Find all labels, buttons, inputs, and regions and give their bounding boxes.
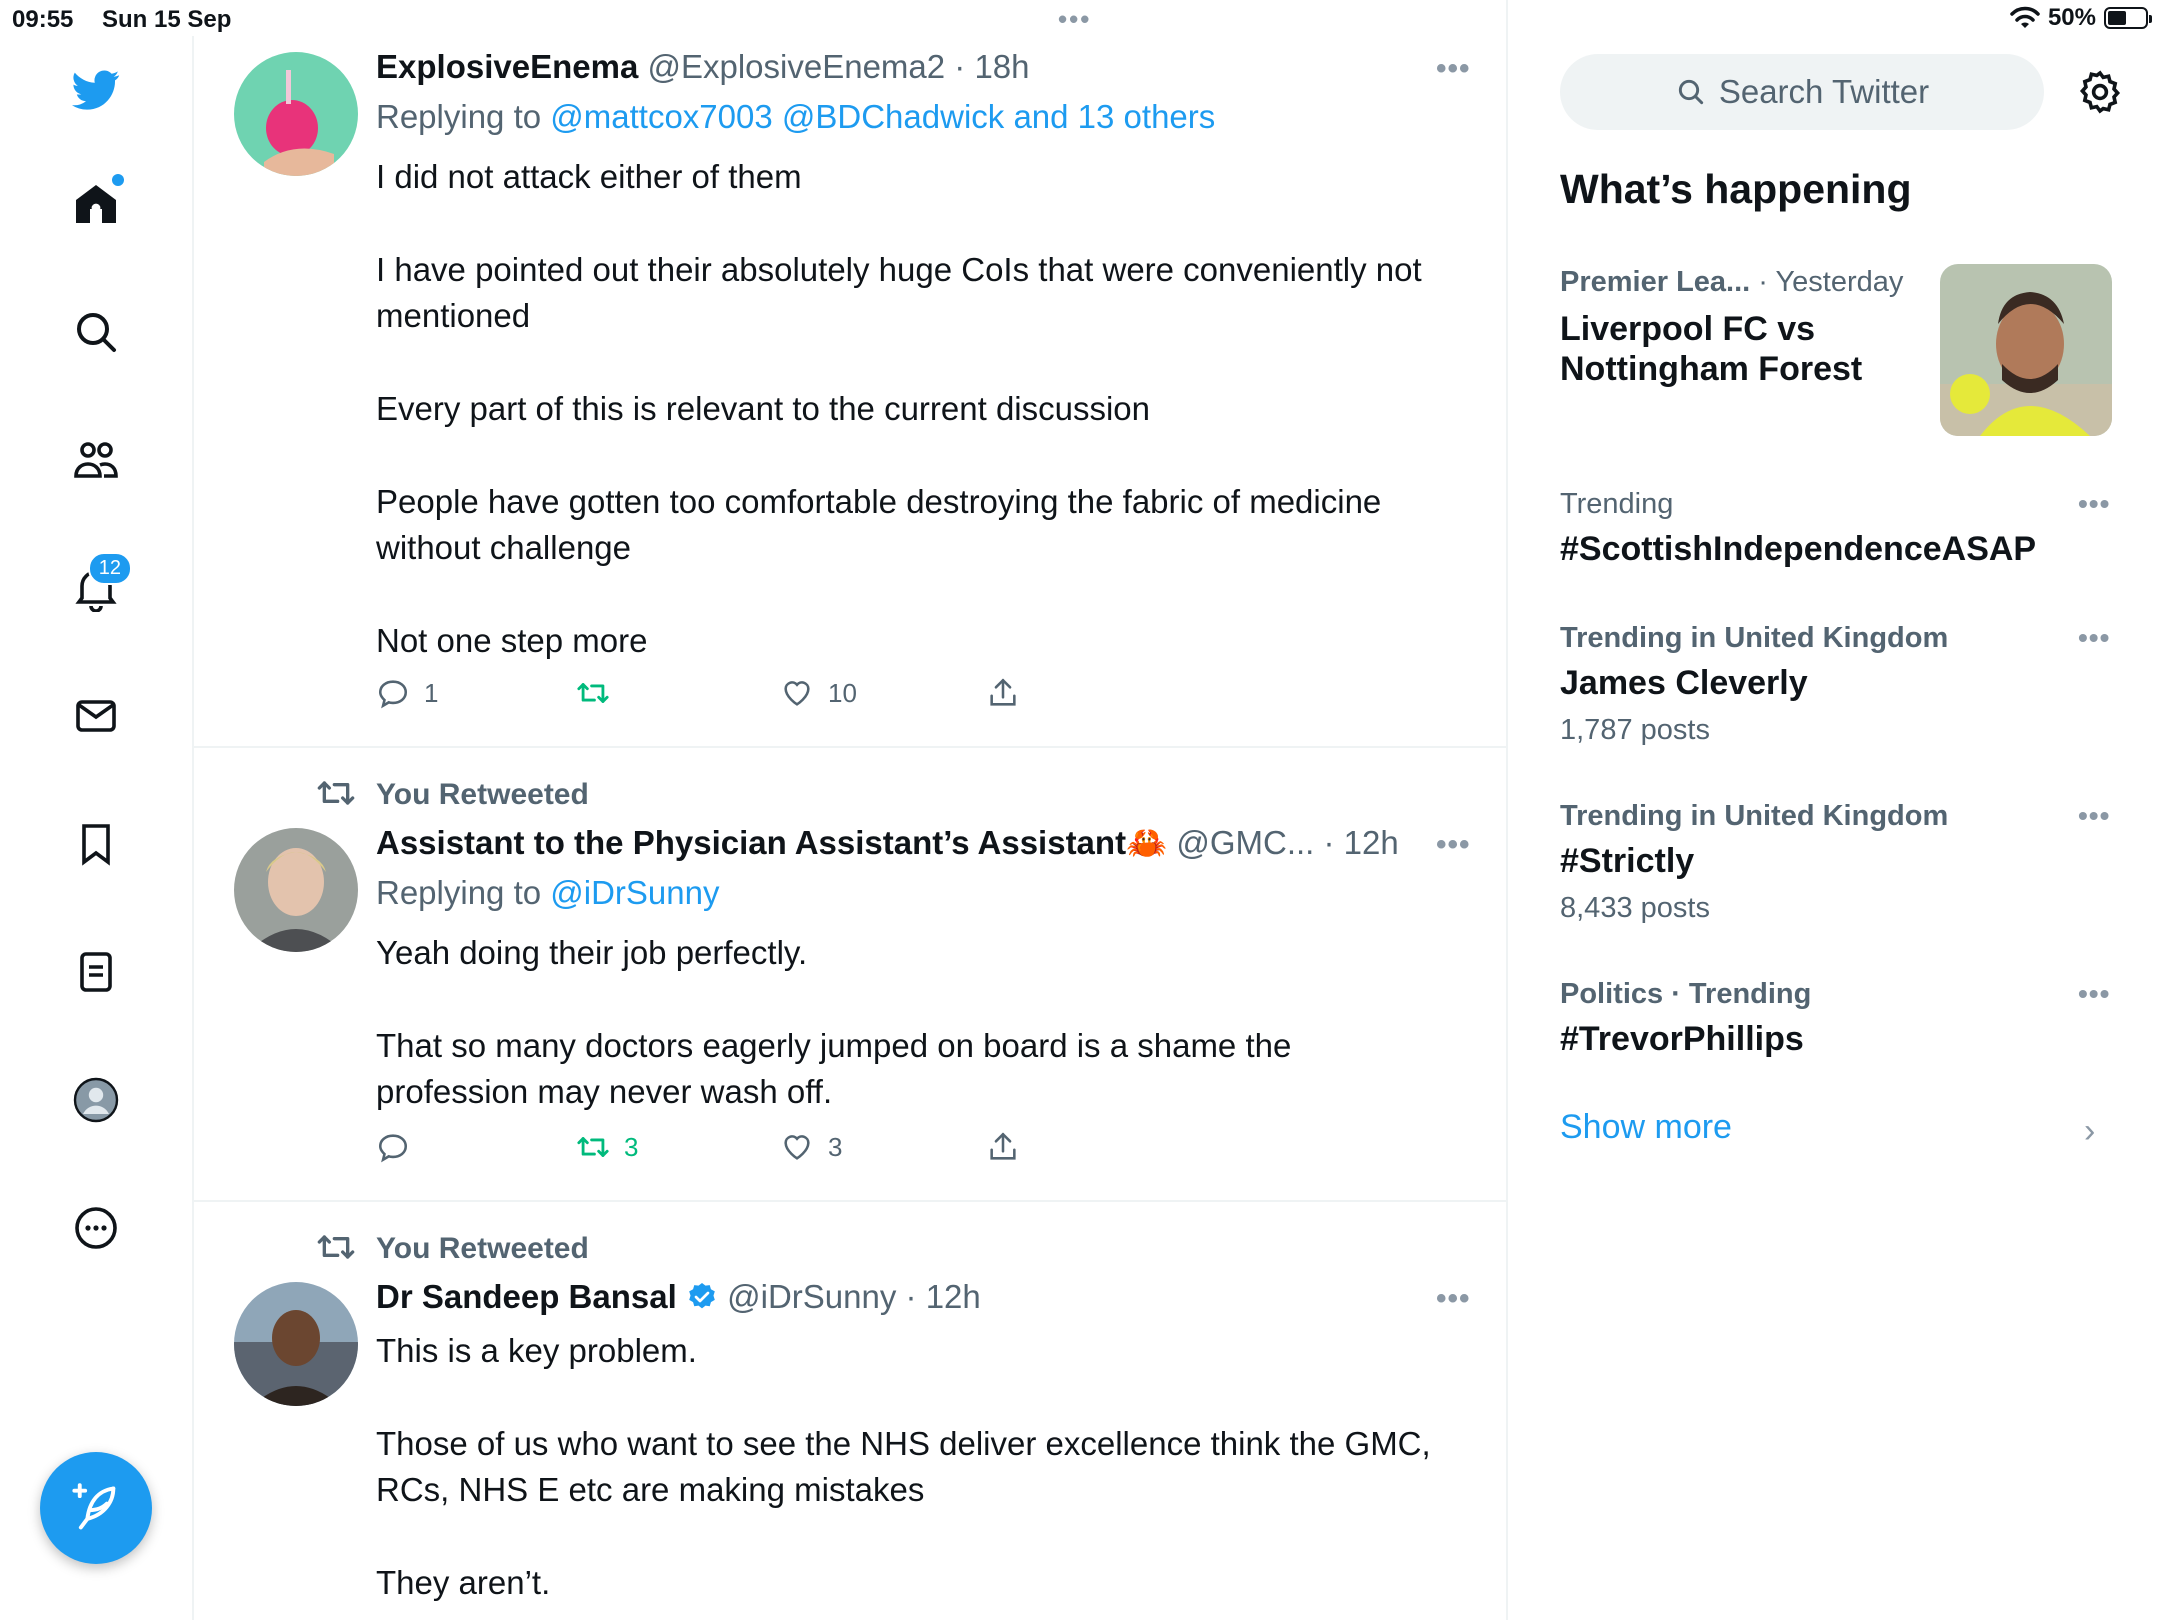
reply-icon [376, 1130, 410, 1164]
reply-count: 1 [424, 677, 439, 708]
chevron-right-icon[interactable]: › [2084, 1112, 2096, 1150]
divider [194, 1200, 1506, 1202]
author-name[interactable]: Dr Sandeep Bansal [376, 1278, 677, 1315]
home-icon[interactable] [66, 174, 126, 234]
trend-title: James Cleverly [1560, 664, 1808, 702]
verified-badge-icon [686, 1281, 718, 1313]
author-handle[interactable]: @ExplosiveEnema2 [647, 48, 946, 85]
avatar[interactable] [234, 52, 358, 176]
wifi-icon [2010, 6, 2040, 30]
avatar[interactable] [234, 1282, 358, 1406]
divider [192, 36, 194, 1620]
replying-prefix: Replying to [376, 874, 551, 911]
tweet-time[interactable]: · 18h [954, 48, 1030, 85]
tweet-text [376, 1328, 1486, 1606]
status-time: 09:55 [12, 6, 74, 33]
trend-context: Trending in United Kingdom [1560, 800, 1949, 832]
share-button[interactable] [986, 676, 1020, 710]
reply-button[interactable] [376, 1130, 424, 1164]
avatar[interactable] [234, 828, 358, 952]
notifications-badge: 12 [88, 552, 132, 585]
tweet-paragraph: Those of us who want to see the NHS deliver excellence think the GMC, RCs, NHS E etc are making mistakes [376, 1425, 1431, 1508]
author-name[interactable]: Assistant to the Physician Assistant’s Assistant🦀 [376, 824, 1168, 861]
battery-percent: 50% [2047, 4, 2096, 31]
news-thumbnail [1940, 264, 2112, 436]
trend-more-icon[interactable]: ••• [2078, 978, 2111, 1009]
show-more-link[interactable]: Show more [1560, 1108, 1732, 1146]
settings-gear-icon[interactable] [2076, 68, 2124, 116]
notifications-icon[interactable] [66, 558, 126, 618]
replying-prefix: Replying to [376, 98, 551, 135]
search-icon[interactable] [66, 302, 126, 362]
trend-more-icon[interactable]: ••• [2078, 622, 2111, 653]
tweet-paragraph: They aren’t. [376, 1564, 551, 1601]
tweet-more-icon[interactable]: ••• [1436, 828, 1471, 861]
trend-title: #Strictly [1560, 842, 1695, 880]
share-icon [986, 676, 1020, 710]
status-date: Sun 15 Sep [102, 6, 232, 33]
multitasking-dots-icon[interactable]: ••• [1058, 4, 1092, 34]
retweeted-icon [316, 778, 356, 808]
author-name[interactable]: ExplosiveEnema [376, 48, 639, 85]
replying-to [376, 98, 1215, 136]
compose-icon [70, 1482, 122, 1534]
trend-post-count: 8,433 posts [1560, 892, 1710, 924]
retweet-button[interactable] [576, 1130, 638, 1164]
tweet-time[interactable]: · 12h [1323, 824, 1399, 861]
reply-button[interactable] [376, 676, 438, 710]
trend-more-icon[interactable]: ••• [2078, 488, 2111, 519]
divider [1506, 0, 1508, 1620]
retweet-icon [576, 1130, 610, 1164]
trend-context: Trending [1560, 488, 1674, 520]
share-icon [986, 1130, 1020, 1164]
more-icon[interactable] [66, 1198, 126, 1258]
news-title-line1: Liverpool FC vs [1560, 310, 1816, 348]
unread-dot [112, 174, 124, 186]
replying-links[interactable]: @mattcox7003 @BDChadwick and 13 others [550, 98, 1216, 135]
tweet-paragraph: Not one step more [376, 622, 648, 659]
news-title-line2: Nottingham Forest [1560, 350, 1863, 388]
tweet-paragraph: This is a key problem. [376, 1332, 697, 1369]
trend-context: Trending in United Kingdom [1560, 622, 1949, 654]
like-button[interactable] [780, 1130, 842, 1164]
replying-links[interactable]: @iDrSunny [550, 874, 720, 911]
tweet-paragraph: I have pointed out their absolutely huge CoIs that were conveniently not mentioned [376, 251, 1422, 334]
heart-icon [780, 676, 814, 710]
communities-icon[interactable] [66, 430, 126, 490]
trend-more-icon[interactable]: ••• [2078, 800, 2111, 831]
share-button[interactable] [986, 1130, 1020, 1164]
tweet-paragraph: That so many doctors eagerly jumped on board is a shame the profession may never wash off. [376, 1027, 1292, 1110]
author-handle[interactable]: @GMC... [1176, 824, 1315, 861]
tweet-text [376, 154, 1486, 664]
retweeted-icon [316, 1232, 356, 1262]
tweet-time[interactable]: · 12h [905, 1278, 981, 1315]
tweet-paragraph: People have gotten too comfortable destroying the fabric of medicine without challenge [376, 483, 1382, 566]
battery-icon [2104, 7, 2148, 29]
whats-happening-heading: What’s happening [1560, 166, 1912, 212]
tweet-more-icon[interactable]: ••• [1436, 1282, 1471, 1315]
left-nav [0, 0, 192, 1620]
lists-icon[interactable] [66, 942, 126, 1002]
tweet-actions [376, 1130, 1076, 1170]
reply-icon [376, 676, 410, 710]
like-count: 3 [828, 1131, 843, 1162]
messages-icon[interactable] [66, 686, 126, 746]
retweet-label: You Retweeted [376, 778, 589, 811]
compose-button[interactable] [40, 1452, 152, 1564]
retweet-label: You Retweeted [376, 1232, 589, 1265]
trend-title: #ScottishIndependenceASAP [1560, 530, 2037, 568]
search-input[interactable] [1560, 54, 2044, 130]
tweet-text [376, 930, 1486, 1115]
tweet-paragraph: Every part of this is relevant to the current discussion [376, 390, 1151, 427]
bookmarks-icon[interactable] [66, 814, 126, 874]
retweet-icon [576, 676, 610, 710]
heart-icon [780, 1130, 814, 1164]
like-button[interactable] [780, 676, 857, 710]
retweet-button[interactable] [576, 676, 624, 710]
tweet-actions [376, 676, 1076, 716]
retweet-count: 3 [624, 1131, 639, 1162]
status-right [2010, 4, 2148, 32]
author-handle[interactable]: @iDrSunny [727, 1278, 897, 1315]
divider [194, 746, 1506, 748]
profile-icon[interactable] [66, 1070, 126, 1130]
tweet-more-icon[interactable]: ••• [1436, 52, 1471, 85]
tweet-paragraph: I did not attack either of them [376, 158, 802, 195]
news-context: Premier Lea... [1560, 266, 1751, 298]
trend-context: Politics · Trending [1560, 978, 1812, 1010]
search-icon [1675, 76, 1707, 108]
trend-title: #TrevorPhillips [1560, 1020, 1804, 1058]
news-time: · Yesterday [1758, 266, 1904, 298]
tweet-paragraph: Yeah doing their job perfectly. [376, 934, 808, 971]
like-count: 10 [828, 677, 857, 708]
search-placeholder: Search Twitter [1718, 73, 1930, 110]
replying-to [376, 874, 720, 912]
trend-post-count: 1,787 posts [1560, 714, 1710, 746]
twitter-logo-icon[interactable] [66, 60, 126, 120]
